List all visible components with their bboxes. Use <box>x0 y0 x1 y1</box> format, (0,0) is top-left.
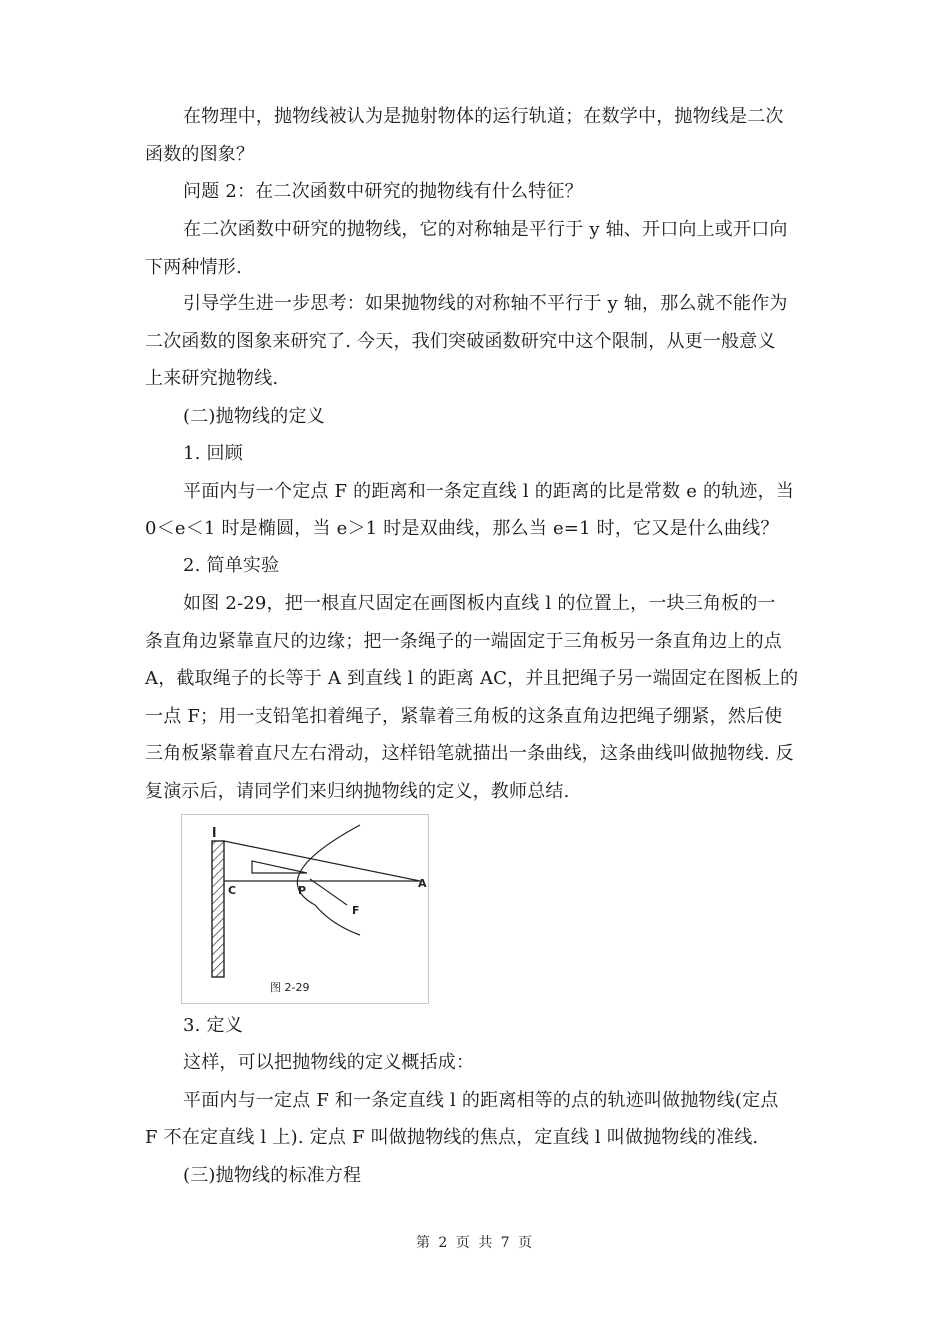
figure-2-29 <box>181 814 429 1004</box>
paragraph-4-line-1: 引导学生进一步思考：如果抛物线的对称轴不平行于 y 轴，那么就不能作为 <box>183 293 788 314</box>
paragraph-9-line-6: 复演示后，请同学们来归纳抛物线的定义，教师总结. <box>145 781 570 802</box>
label-f: F <box>352 904 360 917</box>
figure-caption: 图 2-29 <box>270 981 310 994</box>
paragraph-7-line-2: 0＜e＜1 时是椭圆，当 e＞1 时是双曲线，那么当 e=1 时，它又是什么曲线？ <box>145 518 779 539</box>
paragraph-4-line-3: 上来研究抛物线. <box>145 368 279 389</box>
paragraph-1-line-2: 函数的图象？ <box>145 144 255 165</box>
paragraph-12-line-2: F 不在定直线 l 上). 定点 F 叫做抛物线的焦点，定直线 l 叫做抛物线的准线. <box>145 1127 759 1148</box>
paragraph-7-line-1: 平面内与一个定点 F 的距离和一条定直线 l 的距离的比是常数 e 的轨迹，当 <box>183 481 795 502</box>
paragraph-4-line-2: 二次函数的图象来研究了. 今天，我们突破函数研究中这个限制，从更一般意义 <box>145 331 776 352</box>
focus-string <box>310 879 347 905</box>
subheading-definition: 3. 定义 <box>183 1015 243 1036</box>
set-square <box>252 861 307 873</box>
paragraph-9-line-4: 一点 F；用一支铅笔扣着绳子，紧靠着三角板的这条直角边把绳子绷紧，然后使 <box>145 706 783 727</box>
paragraph-1-line-1: 在物理中，抛物线被认为是抛射物体的运行轨道；在数学中，抛物线是二次 <box>183 106 784 127</box>
paragraph-3-line-2: 下两种情形. <box>145 257 242 278</box>
paragraph-9-line-2: 条直角边紧靠直尺的边缘；把一条绳子的一端固定于三角板另一条直角边上的点 <box>145 631 782 652</box>
subheading-review: 1. 回顾 <box>183 443 243 464</box>
paragraph-11-line-1: 这样，可以把抛物线的定义概括成： <box>183 1052 475 1073</box>
page-footer: 第 2 页 共 7 页 <box>415 1235 535 1251</box>
label-l: l <box>212 826 217 841</box>
paragraph-9-line-3: A，截取绳子的长等于 A 到直线 l 的距离 AC，并且把绳子另一端固定在图板上的 <box>145 668 799 689</box>
section-heading-definition: (二)抛物线的定义 <box>183 406 325 427</box>
label-a: A <box>418 877 427 890</box>
paragraph-3-line-1: 在二次函数中研究的抛物线，它的对称轴是平行于 y 轴、开口向上或开口向 <box>183 219 788 240</box>
label-p: P <box>298 884 307 897</box>
ruler <box>212 841 224 977</box>
paragraph-9-line-1: 如图 2-29，把一根直尺固定在画图板内直线 l 的位置上，一块三角板的一 <box>183 593 776 614</box>
paragraph-9-line-5: 三角板紧靠着直尺左右滑动，这样铅笔就描出一条曲线，这条曲线叫做抛物线. 反 <box>145 743 794 764</box>
parabola-experiment-diagram <box>182 815 428 1003</box>
paragraph-12-line-1: 平面内与一定点 F 和一条定直线 l 的距离相等的点的轨迹叫做抛物线(定点 <box>183 1090 779 1111</box>
paragraph-2-line-1: 问题 2：在二次函数中研究的抛物线有什么特征？ <box>183 181 583 202</box>
section-heading-standard-equation: (三)抛物线的标准方程 <box>183 1165 362 1186</box>
parabola-curve <box>297 825 360 935</box>
label-c: C <box>228 884 237 897</box>
subheading-experiment: 2. 简单实验 <box>183 555 280 576</box>
